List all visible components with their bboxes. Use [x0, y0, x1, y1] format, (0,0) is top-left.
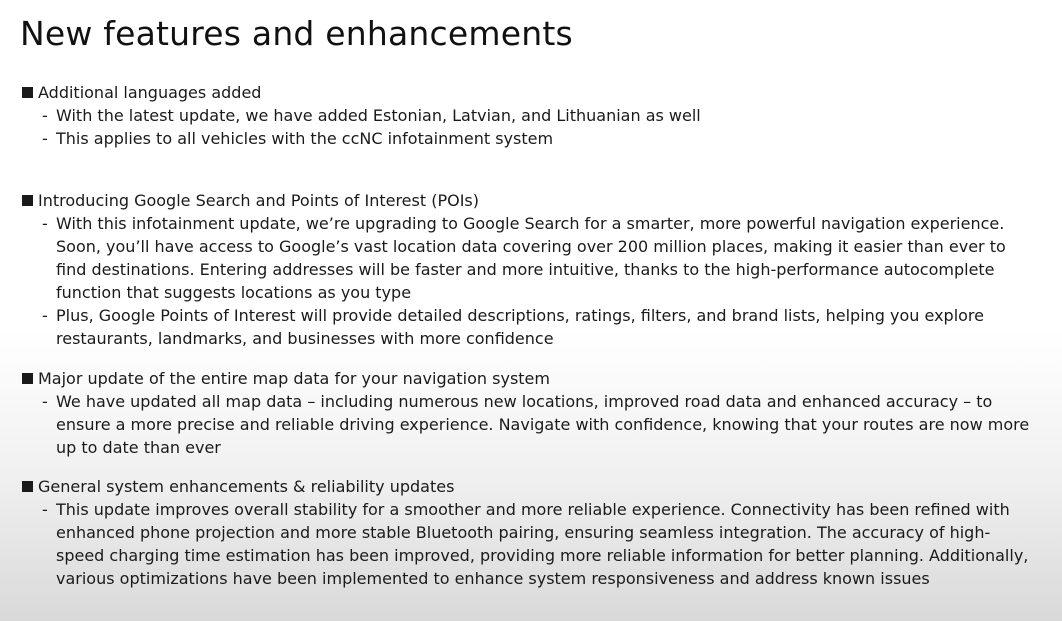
dash-icon: -	[42, 392, 48, 411]
list-item-text: This applies to all vehicles with the ccNC infotainment system	[56, 129, 554, 148]
list-item-text: Plus, Google Points of Interest will provide detailed descriptions, ratings, filters, and brand lists, helping you explore restaurants, landmarks, and businesses with more confidence	[56, 306, 984, 348]
list-item	[22, 212, 1032, 304]
dash-icon: -	[42, 306, 48, 325]
list-item-text: This update improves overall stability for a smoother and more reliable experience. Connectivity has been refined with enhanced phone projection and more stable Bluetooth pairing, ensuring seamless integration. The accuracy of high-speed charging time estimation has been improved, providing more reliable information for better planning. Additionally, various optimizations have been implemented to enhance system responsiveness and address known issues	[56, 500, 1029, 588]
list-item	[22, 304, 1032, 350]
section-google-search	[22, 189, 1032, 350]
list-item	[22, 498, 1032, 590]
dash-icon: -	[42, 500, 48, 519]
section-heading-text: Additional languages added	[38, 83, 262, 102]
dash-icon: -	[42, 106, 48, 125]
section-heading	[22, 189, 1032, 212]
list-item-text: With this infotainment update, we’re upgrading to Google Search for a smarter, more powerful navigation experience. Soon, you’ll have access to Google’s vast location data covering over 200 million places, making it easier than ever to find destinations. Entering addresses will be faster and more intuitive, thanks to the high-performance autocomplete function that suggests locations as you type	[56, 214, 1006, 302]
section-additional-languages	[22, 81, 1032, 150]
bullet-list	[22, 390, 1032, 459]
section-heading	[22, 81, 1032, 104]
section-heading-text: Introducing Google Search and Points of Interest (POIs)	[38, 191, 479, 210]
list-item	[22, 127, 1032, 150]
square-bullet-icon	[22, 195, 33, 206]
bullet-list	[22, 212, 1032, 350]
page-title: New features and enhancements	[20, 14, 573, 53]
section-heading-text: Major update of the entire map data for your navigation system	[38, 369, 550, 388]
section-heading	[22, 475, 1032, 498]
list-item	[22, 390, 1032, 459]
section-heading-text: General system enhancements & reliability updates	[38, 477, 455, 496]
dash-icon: -	[42, 214, 48, 233]
section-heading	[22, 367, 1032, 390]
list-item	[22, 104, 1032, 127]
section-system-enhancements	[22, 475, 1032, 590]
square-bullet-icon	[22, 481, 33, 492]
square-bullet-icon	[22, 373, 33, 384]
bullet-list	[22, 104, 1032, 150]
section-map-update	[22, 367, 1032, 459]
list-item-text: With the latest update, we have added Estonian, Latvian, and Lithuanian as well	[56, 106, 701, 125]
bullet-list	[22, 498, 1032, 590]
list-item-text: We have updated all map data – including numerous new locations, improved road data and enhanced accuracy – to ensure a more precise and reliable driving experience. Navigate with confidence, knowing that your routes are now more up to date than ever	[56, 392, 1030, 457]
square-bullet-icon	[22, 87, 33, 98]
dash-icon: -	[42, 129, 48, 148]
